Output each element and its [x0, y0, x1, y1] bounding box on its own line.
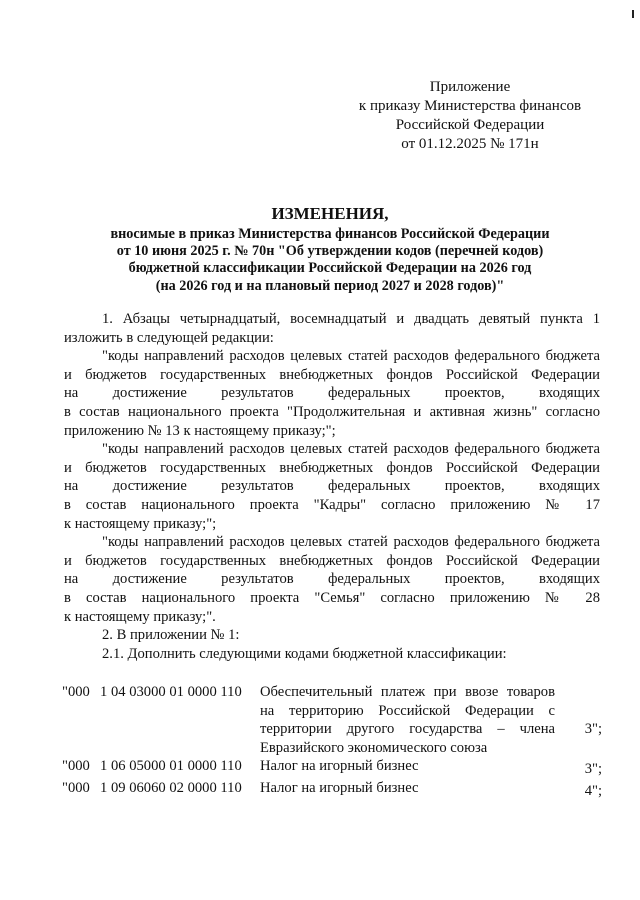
paragraph-line: и бюджетов государственных внебюджетных фондов Российской Федерации	[64, 552, 600, 569]
paragraph-line: 1. Абзацы четырнадцатый, восемнадцатый и двадцать девятый пункта 1	[102, 311, 600, 327]
appendix-line: от 01.12.2025 № 171н	[401, 136, 539, 152]
description-line: Налог на игорный бизнес	[260, 758, 419, 775]
document-heading	[60, 203, 600, 295]
paragraph-line: "коды направлений расходов целевых статей расходов федерального бюджета	[102, 534, 600, 551]
paragraph-line: "коды направлений расходов целевых статей расходов федерального бюджета	[102, 441, 600, 458]
code-description	[260, 779, 555, 798]
budget-code: 1 06 05000 01 0000 110	[100, 758, 242, 775]
paragraph-line: приложению № 13 к настоящему приказу;";	[64, 422, 336, 439]
code-description	[260, 757, 555, 776]
description-line: Обеспечительный платеж при ввозе товаров	[260, 684, 555, 700]
budget-code: 1 09 06060 02 0000 110	[100, 779, 242, 796]
paragraph-line: на достижение результатов федеральных проектов, входящих	[64, 571, 600, 588]
description-line: Налог на игорный бизнес	[260, 779, 419, 796]
paragraph-line: "коды направлений расходов целевых статей расходов федерального бюджета	[102, 348, 600, 365]
paragraph-line: в состав национального проекта "Кадры" согласно приложению № 17	[64, 496, 600, 513]
row-suffix: 3";	[584, 721, 602, 737]
appendix-block	[340, 78, 600, 154]
paragraph-line: 2. В приложении № 1:	[102, 627, 240, 644]
document-body	[64, 310, 600, 663]
description-line: Евразийского экономического союза	[260, 739, 488, 756]
row-prefix: "000	[62, 758, 90, 775]
description-line: на территорию Российской Федерации с	[260, 702, 555, 719]
heading-line: от 10 июня 2025 г. № 70н "Об утверждении кодов (перечней кодов)	[116, 243, 544, 260]
scan-mark	[632, 10, 634, 18]
paragraph-line: и бюджетов государственных внебюджетных фондов Российской Федерации	[64, 459, 600, 476]
budget-code: 1 04 03000 01 0000 110	[100, 684, 242, 700]
document-title: ИЗМЕНЕНИЯ,	[271, 204, 389, 223]
table-row	[62, 779, 602, 801]
row-suffix: 3";	[584, 761, 602, 778]
paragraph-line: на достижение результатов федеральных проектов, входящих	[64, 385, 600, 402]
budget-codes-table	[62, 683, 602, 801]
appendix-line: Приложение	[429, 79, 511, 95]
paragraph-line: на достижение результатов федеральных проектов, входящих	[64, 478, 600, 495]
heading-line: бюджетной классификации Российской Федерации на 2026 год	[128, 260, 532, 277]
paragraph-line: в состав национального проекта "Семья" согласно приложению № 28	[64, 589, 600, 606]
row-suffix: 4";	[584, 782, 602, 799]
heading-line: вносимые в приказ Министерства финансов Российской Федерации	[110, 226, 550, 242]
paragraph-line: и бюджетов государственных внебюджетных фондов Российской Федерации	[64, 366, 600, 383]
paragraph-line: изложить в следующей редакции:	[64, 329, 274, 346]
paragraph-line: к настоящему приказу;";	[64, 515, 217, 532]
paragraph-line: к настоящему приказу;".	[64, 608, 216, 625]
table-row	[62, 683, 602, 757]
heading-line: (на 2026 год и на плановый период 2027 и 2028 годов)"	[155, 277, 505, 294]
row-prefix: "000	[62, 684, 90, 700]
row-prefix: "000	[62, 779, 90, 796]
appendix-line: к приказу Министерства финансов	[358, 98, 582, 114]
appendix-line: Российской Федерации	[395, 117, 545, 133]
table-row	[62, 757, 602, 779]
description-line: территории другого государства – члена	[260, 721, 555, 738]
paragraph-line: в состав национального проекта "Продолжительная и активная жизнь" согласно	[64, 403, 600, 420]
paragraph-line: 2.1. Дополнить следующими кодами бюджетной классификации:	[102, 645, 507, 662]
code-description	[260, 683, 555, 757]
